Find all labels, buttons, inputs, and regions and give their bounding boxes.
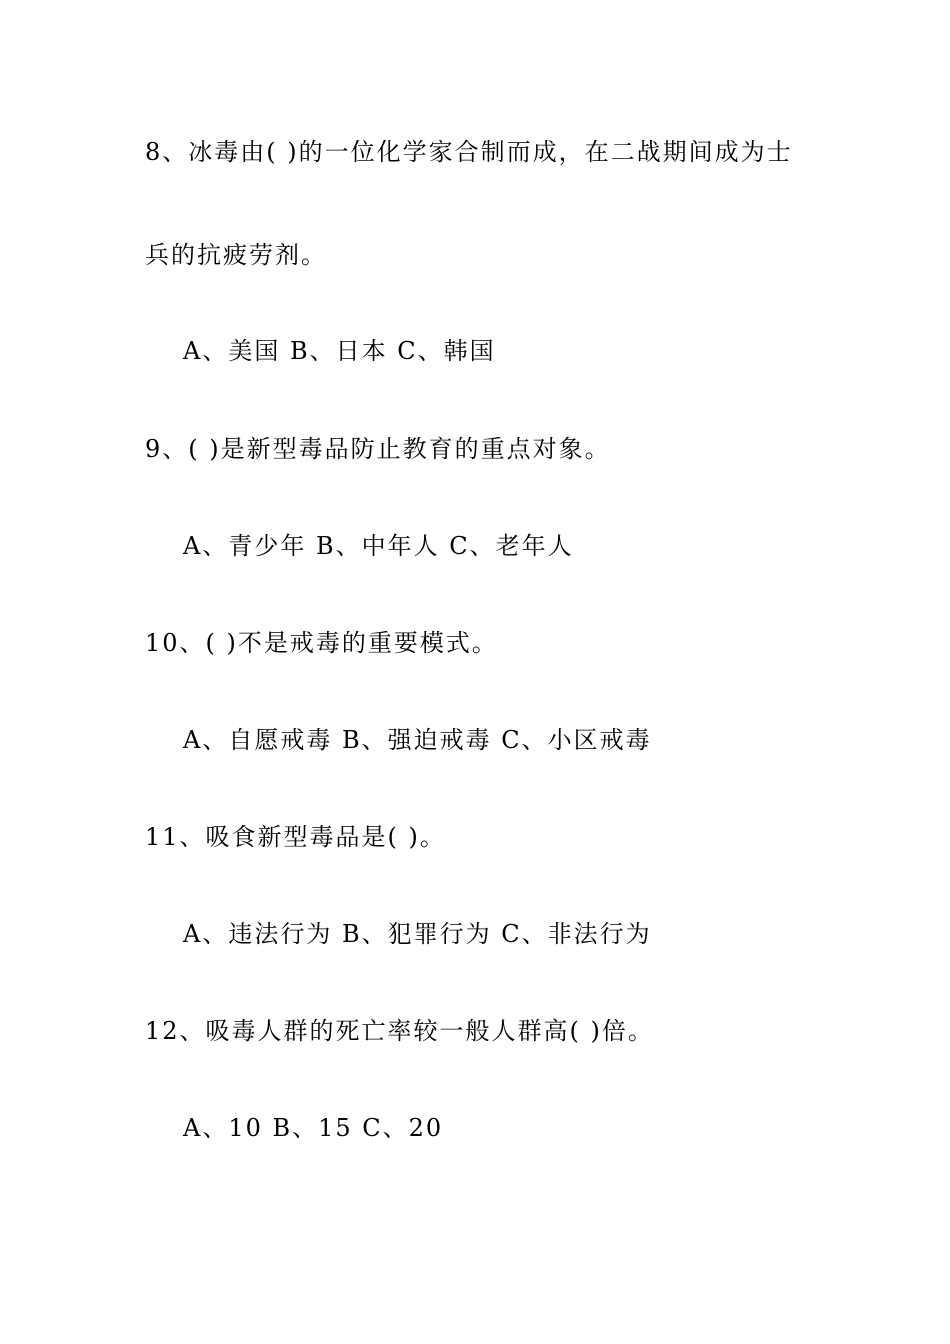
question-9-options: A、青少年 B、中年人 C、老年人 — [183, 532, 574, 560]
question-9-stem: 9、( )是新型毒品防止教育的重点对象。 — [145, 435, 611, 463]
question-8-stem-line-2: 兵的抗疲劳剂。 — [145, 241, 327, 269]
question-10-stem: 10、( )不是戒毒的重要模式。 — [145, 629, 498, 657]
question-12-stem: 12、吸毒人群的死亡率较一般人群高( )倍。 — [145, 1017, 654, 1045]
question-8-stem-line-1: 8、冰毒由( )的一位化学家合制而成，在二战期间成为士 — [145, 138, 793, 166]
question-11-options: A、违法行为 B、犯罪行为 C、非法行为 — [183, 920, 652, 948]
question-12-options: A、10 B、15 C、20 — [183, 1114, 444, 1142]
question-8-options: A、美国 B、日本 C、韩国 — [183, 337, 496, 365]
question-10-options: A、自愿戒毒 B、强迫戒毒 C、小区戒毒 — [183, 726, 652, 754]
question-11-stem: 11、吸食新型毒品是( )。 — [145, 823, 446, 851]
